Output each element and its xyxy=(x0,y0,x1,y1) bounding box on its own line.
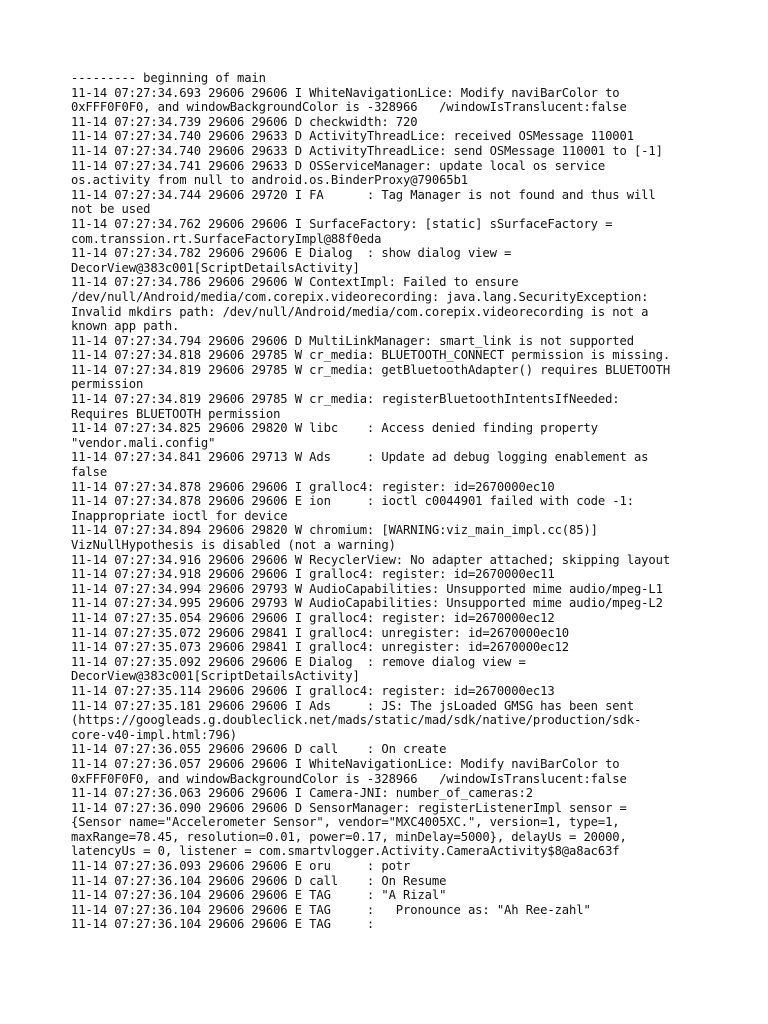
log-line: 11-14 07:27:35.181 29606 29606 I Ads : JS: The jsLoaded GMSG has been sent xyxy=(71,698,634,713)
log-line: 11-14 07:27:35.073 29606 29841 I gralloc4: unregister: id=2670000ec12 xyxy=(71,640,570,655)
log-line: 11-14 07:27:34.762 29606 29606 I SurfaceFactory: [static] sSurfaceFactory = xyxy=(71,216,613,231)
log-line: 11-14 07:27:34.918 29606 29606 I gralloc4: register: id=2670000ec11 xyxy=(71,567,555,582)
log-line: VizNullHypothesis is disabled (not a warning) xyxy=(71,538,396,552)
log-line: 11-14 07:27:34.744 29606 29720 I FA : Tag Manager is not found and thus will xyxy=(71,187,656,202)
log-line: not be used xyxy=(71,202,151,217)
log-line: 11-14 07:27:35.054 29606 29606 I gralloc4: register: id=2670000ec12 xyxy=(71,610,555,625)
log-line: (https://googleads.g.doubleclick.net/mads/static/mad/sdk/native/production/sdk- xyxy=(71,713,642,728)
log-line: 11-14 07:27:34.794 29606 29606 D MultiLinkManager: smart_link is not supported xyxy=(71,333,634,348)
log-line: 11-14 07:27:34.786 29606 29606 W ContextImpl: Failed to ensure xyxy=(71,275,519,290)
log-line: core-v40-impl.html:796) xyxy=(71,727,238,742)
log-line: maxRange=78.45, resolution=0.01, power=0.17, minDelay=5000}, delayUs = 20000, xyxy=(71,829,627,844)
log-line: known app path. xyxy=(71,319,180,334)
log-line: 11-14 07:27:36.104 29606 29606 E TAG : xyxy=(71,917,375,932)
log-line: 11-14 07:27:34.741 29606 29633 D OSServiceManager: update local os service xyxy=(71,158,606,173)
log-line: 11-14 07:27:35.114 29606 29606 I gralloc4: register: id=2670000ec13 xyxy=(71,683,555,698)
log-line: 11-14 07:27:34.819 29606 29785 W cr_media: getBluetoothAdapter() requires BLUETOOTH xyxy=(71,362,671,377)
log-line: Inappropriate ioctl for device xyxy=(71,508,288,523)
log-line: 11-14 07:27:34.894 29606 29820 W chromium: [WARNING:viz_main_impl.cc(85)] xyxy=(71,523,598,538)
log-line: 11-14 07:27:36.104 29606 29606 E TAG : "A Rizal" xyxy=(71,888,447,903)
log-line: 11-14 07:27:36.055 29606 29606 D call : On create xyxy=(71,742,447,757)
log-line: --------- beginning of main xyxy=(71,71,266,85)
log-line: permission xyxy=(71,377,144,392)
log-line: 11-14 07:27:34.841 29606 29713 W Ads : Update ad debug logging enablement as xyxy=(71,450,649,465)
log-line: DecorView@383c001[ScriptDetailsActivity] xyxy=(71,260,360,275)
log-line: 11-14 07:27:34.739 29606 29606 D checkwidth: 720 xyxy=(71,114,418,129)
log-line: 11-14 07:27:34.825 29606 29820 W libc : Access denied finding property xyxy=(71,421,598,436)
log-line: 11-14 07:27:35.072 29606 29841 I gralloc4: unregister: id=2670000ec10 xyxy=(71,625,570,640)
log-line: false xyxy=(71,465,108,480)
log-line: 11-14 07:27:35.092 29606 29606 E Dialog : remove dialog view = xyxy=(71,654,526,669)
log-line: 11-14 07:27:36.057 29606 29606 I WhiteNavigationLice: Modify naviBarColor to xyxy=(71,756,620,771)
log-line: 11-14 07:27:34.818 29606 29785 W cr_media: BLUETOOTH_CONNECT permission is missing. xyxy=(71,348,671,363)
log-line: Invalid mkdirs path: /dev/null/Android/media/com.corepix.videorecording is not a xyxy=(71,304,649,319)
log-line: 11-14 07:27:36.104 29606 29606 D call : On Resume xyxy=(71,873,447,888)
log-line: com.transsion.rt.SurfaceFactoryImpl@88f0eda xyxy=(71,231,382,246)
log-line: 11-14 07:27:34.878 29606 29606 I gralloc4: register: id=2670000ec10 xyxy=(71,479,555,494)
log-line: latencyUs = 0, listener = com.smartvlogger.Activity.CameraActivity$8@a8ac63f xyxy=(71,844,620,859)
log-line: 11-14 07:27:34.916 29606 29606 W RecyclerView: No adapter attached; skipping layout xyxy=(71,552,671,567)
log-line: 11-14 07:27:34.995 29606 29793 W AudioCapabilities: Unsupported mime audio/mpeg-L2 xyxy=(71,596,663,611)
log-line: DecorView@383c001[ScriptDetailsActivity] xyxy=(71,669,360,684)
log-line: os.activity from null to android.os.BinderProxy@79065b1 xyxy=(71,173,468,188)
log-line: "vendor.mali.config" xyxy=(71,435,216,450)
log-line: 11-14 07:27:34.740 29606 29633 D ActivityThreadLice: received OSMessage 110001 xyxy=(71,129,634,144)
log-line: 0xFFF0F0F0, and windowBackgroundColor is -328966 /windowIsTranslucent:false xyxy=(71,771,627,786)
log-line: 11-14 07:27:36.093 29606 29606 E oru : potr xyxy=(71,859,411,874)
log-line: {Sensor name="Accelerometer Sensor", vendor="MXC4005XC.", version=1, type=1, xyxy=(71,815,620,830)
log-line: 0xFFF0F0F0, and windowBackgroundColor is -328966 /windowIsTranslucent:false xyxy=(71,100,627,115)
log-line: 11-14 07:27:34.740 29606 29633 D ActivityThreadLice: send OSMessage 110001 to [-1] xyxy=(71,143,663,158)
log-line: 11-14 07:27:34.878 29606 29606 E ion : ioctl c0044901 failed with code -1: xyxy=(71,494,634,509)
log-line: 11-14 07:27:34.693 29606 29606 I WhiteNavigationLice: Modify naviBarColor to xyxy=(71,85,620,100)
log-line: 11-14 07:27:34.819 29606 29785 W cr_media: registerBluetoothIntentsIfNeeded: xyxy=(71,392,620,407)
log-line: 11-14 07:27:36.063 29606 29606 I Camera-JNI: number_of_cameras:2 xyxy=(71,786,533,801)
log-line: 11-14 07:27:36.090 29606 29606 D SensorManager: registerListenerImpl sensor = xyxy=(71,800,627,815)
log-line: 11-14 07:27:34.782 29606 29606 E Dialog : show dialog view = xyxy=(71,246,512,261)
log-line: 11-14 07:27:36.104 29606 29606 E TAG : Pronounce as: "Ah Ree-zahl" xyxy=(71,902,591,917)
log-line: 11-14 07:27:34.994 29606 29793 W AudioCapabilities: Unsupported mime audio/mpeg-L1 xyxy=(71,581,663,596)
log-line: /dev/null/Android/media/com.corepix.videorecording: java.lang.SecurityException: xyxy=(71,289,649,304)
log-line: Requires BLUETOOTH permission xyxy=(71,406,281,421)
log-document xyxy=(71,71,711,932)
